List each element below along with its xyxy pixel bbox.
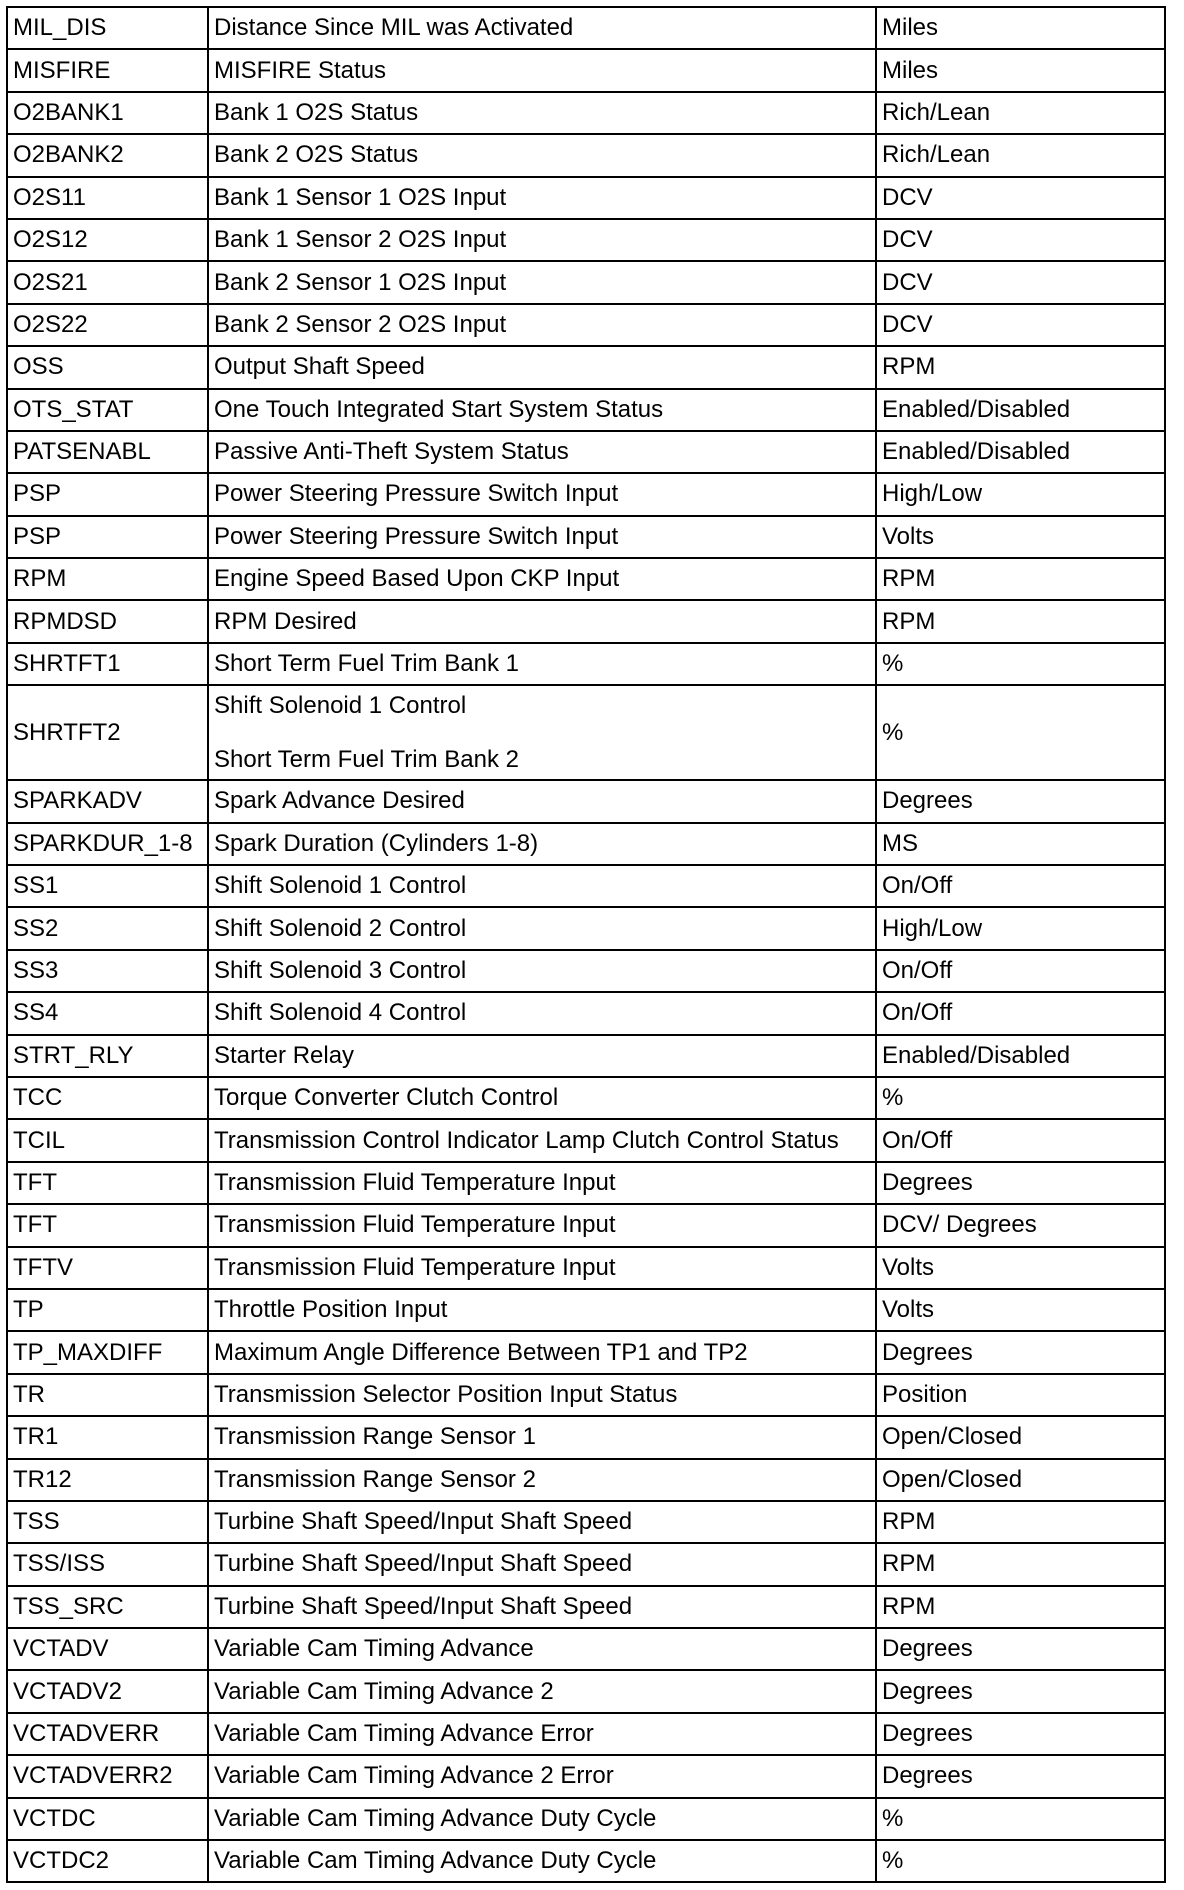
units-cell: Open/Closed xyxy=(876,1459,1165,1501)
units-cell: Degrees xyxy=(876,1755,1165,1797)
table-row xyxy=(7,1755,1165,1797)
units-cell: Volts xyxy=(876,516,1165,558)
pid-cell: O2S21 xyxy=(7,261,208,303)
description-cell xyxy=(208,134,876,176)
pid-cell: TSS xyxy=(7,1501,208,1543)
description-line: Shift Solenoid 1 Control xyxy=(214,872,467,900)
description-line: Turbine Shaft Speed/Input Shaft Speed xyxy=(214,1592,633,1620)
description-line: Throttle Position Input xyxy=(214,1296,448,1324)
pid-cell: SHRTFT2 xyxy=(7,685,208,780)
description-line: Power Steering Pressure Switch Input xyxy=(214,480,619,508)
description-cell xyxy=(208,1459,876,1501)
pid-cell: RPM xyxy=(7,558,208,600)
description-line: Bank 2 O2S Status xyxy=(214,141,419,169)
units-cell: High/Low xyxy=(876,907,1165,949)
description-cell xyxy=(208,907,876,949)
table-row xyxy=(7,643,1165,685)
units-cell: On/Off xyxy=(876,992,1165,1034)
description-cell xyxy=(208,1798,876,1840)
description-line: Starter Relay xyxy=(214,1041,355,1069)
table-row xyxy=(7,558,1165,600)
table-row xyxy=(7,992,1165,1034)
table-row xyxy=(7,1204,1165,1246)
table-row xyxy=(7,261,1165,303)
description-cell xyxy=(208,49,876,91)
units-cell: Position xyxy=(876,1374,1165,1416)
description-cell xyxy=(208,516,876,558)
description-line: Transmission Range Sensor 1 xyxy=(214,1423,536,1451)
pid-cell: TP_MAXDIFF xyxy=(7,1331,208,1373)
units-cell: On/Off xyxy=(876,950,1165,992)
description-cell xyxy=(208,1035,876,1077)
description-cell xyxy=(208,1077,876,1119)
pid-cell: SPARKDUR_1-8 xyxy=(7,823,208,865)
description-cell xyxy=(208,1331,876,1373)
units-cell: Degrees xyxy=(876,1331,1165,1373)
table-row xyxy=(7,1247,1165,1289)
table-row xyxy=(7,780,1165,822)
description-cell xyxy=(208,92,876,134)
pid-cell: SS4 xyxy=(7,992,208,1034)
table-row xyxy=(7,7,1165,49)
description-line: Passive Anti-Theft System Status xyxy=(214,438,569,466)
pid-cell: TFT xyxy=(7,1204,208,1246)
table-row xyxy=(7,600,1165,642)
pid-cell: VCTADV xyxy=(7,1628,208,1670)
pid-cell: OSS xyxy=(7,346,208,388)
description-cell xyxy=(208,1755,876,1797)
description-cell xyxy=(208,950,876,992)
description-line: Output Shaft Speed xyxy=(214,353,425,381)
description-cell xyxy=(208,1501,876,1543)
pid-cell: O2S11 xyxy=(7,177,208,219)
table-row xyxy=(7,1586,1165,1628)
description-cell xyxy=(208,865,876,907)
pid-cell: TFT xyxy=(7,1162,208,1204)
pid-cell: VCTADV2 xyxy=(7,1670,208,1712)
description-line: One Touch Integrated Start System Status xyxy=(214,395,664,423)
units-cell: On/Off xyxy=(876,1119,1165,1161)
table-row xyxy=(7,950,1165,992)
units-cell: % xyxy=(876,685,1165,780)
pid-cell: PSP xyxy=(7,516,208,558)
description-cell xyxy=(208,1204,876,1246)
table-row xyxy=(7,1670,1165,1712)
description-cell xyxy=(208,1374,876,1416)
description-cell xyxy=(208,780,876,822)
units-cell: DCV xyxy=(876,177,1165,219)
units-cell: % xyxy=(876,1798,1165,1840)
description-cell xyxy=(208,431,876,473)
table-row xyxy=(7,304,1165,346)
description-line: Variable Cam Timing Advance Duty Cycle xyxy=(214,1804,657,1832)
description-line: Shift Solenoid 1 Control xyxy=(214,691,467,719)
description-line: Shift Solenoid 2 Control xyxy=(214,914,467,942)
description-line: Variable Cam Timing Advance 2 Error xyxy=(214,1762,614,1790)
units-cell: Rich/Lean xyxy=(876,92,1165,134)
pid-cell: O2S12 xyxy=(7,219,208,261)
description-line: Transmission Fluid Temperature Input xyxy=(214,1168,616,1196)
description-cell xyxy=(208,1670,876,1712)
units-cell: RPM xyxy=(876,1501,1165,1543)
table-row xyxy=(7,1840,1165,1882)
units-cell: Open/Closed xyxy=(876,1416,1165,1458)
description-line: Transmission Control Indicator Lamp Clutch Control Status xyxy=(214,1126,839,1154)
description-cell xyxy=(208,1840,876,1882)
description-line: Power Steering Pressure Switch Input xyxy=(214,522,619,550)
description-cell xyxy=(208,992,876,1034)
table-row xyxy=(7,1713,1165,1755)
units-cell: On/Off xyxy=(876,865,1165,907)
description-cell xyxy=(208,643,876,685)
table-row xyxy=(7,907,1165,949)
units-cell: Enabled/Disabled xyxy=(876,431,1165,473)
table-row xyxy=(7,1416,1165,1458)
pid-cell: MIL_DIS xyxy=(7,7,208,49)
pid-cell: TSS/ISS xyxy=(7,1543,208,1585)
description-line: Variable Cam Timing Advance xyxy=(214,1635,534,1663)
pid-cell: RPMDSD xyxy=(7,600,208,642)
pid-cell: VCTDC2 xyxy=(7,1840,208,1882)
description-cell xyxy=(208,304,876,346)
description-cell xyxy=(208,558,876,600)
table-row xyxy=(7,219,1165,261)
pid-cell: STRT_RLY xyxy=(7,1035,208,1077)
table-row xyxy=(7,134,1165,176)
units-cell: Degrees xyxy=(876,1670,1165,1712)
description-cell xyxy=(208,389,876,431)
pid-cell: OTS_STAT xyxy=(7,389,208,431)
pid-cell: PATSENABL xyxy=(7,431,208,473)
description-cell xyxy=(208,1416,876,1458)
pid-cell: MISFIRE xyxy=(7,49,208,91)
pid-cell: TP xyxy=(7,1289,208,1331)
description-cell xyxy=(208,1543,876,1585)
units-cell: DCV xyxy=(876,304,1165,346)
pid-cell: SHRTFT1 xyxy=(7,643,208,685)
table-row xyxy=(7,1459,1165,1501)
description-line: Spark Duration (Cylinders 1-8) xyxy=(214,829,539,857)
table-row xyxy=(7,865,1165,907)
table-row xyxy=(7,346,1165,388)
pid-cell: TR xyxy=(7,1374,208,1416)
table-row xyxy=(7,1162,1165,1204)
pid-table-body xyxy=(7,7,1165,1882)
table-row xyxy=(7,389,1165,431)
description-line: Shift Solenoid 4 Control xyxy=(214,999,467,1027)
description-line: Variable Cam Timing Advance Duty Cycle xyxy=(214,1847,657,1875)
units-cell: RPM xyxy=(876,1543,1165,1585)
description-cell xyxy=(208,261,876,303)
pid-cell: VCTDC xyxy=(7,1798,208,1840)
pid-cell: SS3 xyxy=(7,950,208,992)
description-cell xyxy=(208,473,876,515)
description-line: Transmission Selector Position Input Status xyxy=(214,1380,678,1408)
units-cell: Enabled/Disabled xyxy=(876,1035,1165,1077)
table-row xyxy=(7,473,1165,515)
table-row xyxy=(7,177,1165,219)
description-cell xyxy=(208,823,876,865)
units-cell: DCV xyxy=(876,261,1165,303)
units-cell: Degrees xyxy=(876,1162,1165,1204)
pid-cell: O2BANK2 xyxy=(7,134,208,176)
units-cell: DCV/ Degrees xyxy=(876,1204,1165,1246)
pid-cell: SS1 xyxy=(7,865,208,907)
description-line: MISFIRE Status xyxy=(214,56,387,84)
table-row xyxy=(7,1628,1165,1670)
pid-cell: VCTADVERR xyxy=(7,1713,208,1755)
units-cell: Miles xyxy=(876,49,1165,91)
units-cell: Degrees xyxy=(876,1713,1165,1755)
description-line: Bank 2 Sensor 2 O2S Input xyxy=(214,310,507,338)
description-cell xyxy=(208,1586,876,1628)
description-cell xyxy=(208,1713,876,1755)
description-cell xyxy=(208,1162,876,1204)
pid-cell: TR12 xyxy=(7,1459,208,1501)
units-cell: RPM xyxy=(876,346,1165,388)
description-line: RPM Desired xyxy=(214,607,357,635)
table-row xyxy=(7,1289,1165,1331)
description-line: Bank 1 Sensor 2 O2S Input xyxy=(214,226,507,254)
table-row xyxy=(7,1543,1165,1585)
pid-table xyxy=(6,6,1166,1883)
units-cell: Miles xyxy=(876,7,1165,49)
description-line: Bank 1 Sensor 1 O2S Input xyxy=(214,183,507,211)
description-cell xyxy=(208,177,876,219)
description-cell xyxy=(208,346,876,388)
description-line: Bank 2 Sensor 1 O2S Input xyxy=(214,268,507,296)
description-line: Short Term Fuel Trim Bank 2 xyxy=(214,745,519,773)
description-cell xyxy=(208,1289,876,1331)
description-line: Bank 1 O2S Status xyxy=(214,98,419,126)
pid-cell: TSS_SRC xyxy=(7,1586,208,1628)
table-row xyxy=(7,516,1165,558)
description-line: Variable Cam Timing Advance 2 xyxy=(214,1677,554,1705)
units-cell: MS xyxy=(876,823,1165,865)
description-cell xyxy=(208,1119,876,1161)
description-line: Short Term Fuel Trim Bank 1 xyxy=(214,650,519,678)
pid-cell: TCC xyxy=(7,1077,208,1119)
table-row xyxy=(7,1331,1165,1373)
description-line: Variable Cam Timing Advance Error xyxy=(214,1720,594,1748)
table-row xyxy=(7,685,1165,780)
description-line: Engine Speed Based Upon CKP Input xyxy=(214,565,620,593)
units-cell: DCV xyxy=(876,219,1165,261)
pid-cell: O2BANK1 xyxy=(7,92,208,134)
description-cell xyxy=(208,219,876,261)
units-cell: Degrees xyxy=(876,780,1165,822)
description-line: Torque Converter Clutch Control xyxy=(214,1084,559,1112)
units-cell: RPM xyxy=(876,1586,1165,1628)
pid-cell: TFTV xyxy=(7,1247,208,1289)
pid-cell: PSP xyxy=(7,473,208,515)
pid-cell: TR1 xyxy=(7,1416,208,1458)
units-cell: Rich/Lean xyxy=(876,134,1165,176)
pid-cell: SPARKADV xyxy=(7,780,208,822)
table-row xyxy=(7,1374,1165,1416)
description-cell xyxy=(208,685,876,780)
pid-cell: SS2 xyxy=(7,907,208,949)
table-row xyxy=(7,1798,1165,1840)
table-row xyxy=(7,431,1165,473)
table-row xyxy=(7,1119,1165,1161)
description-line: Distance Since MIL was Activated xyxy=(214,14,574,42)
description-line: Spark Advance Desired xyxy=(214,787,465,815)
description-cell xyxy=(208,1247,876,1289)
units-cell: Enabled/Disabled xyxy=(876,389,1165,431)
units-cell: Degrees xyxy=(876,1628,1165,1670)
units-cell: % xyxy=(876,1077,1165,1119)
table-row xyxy=(7,823,1165,865)
description-line: Transmission Fluid Temperature Input xyxy=(214,1253,616,1281)
description-line: Turbine Shaft Speed/Input Shaft Speed xyxy=(214,1550,633,1578)
table-row xyxy=(7,1501,1165,1543)
pid-cell: TCIL xyxy=(7,1119,208,1161)
pid-cell: VCTADVERR2 xyxy=(7,1755,208,1797)
units-cell: High/Low xyxy=(876,473,1165,515)
description-line: Turbine Shaft Speed/Input Shaft Speed xyxy=(214,1508,633,1536)
units-cell: % xyxy=(876,643,1165,685)
description-cell xyxy=(208,600,876,642)
description-cell xyxy=(208,1628,876,1670)
description-line: Transmission Fluid Temperature Input xyxy=(214,1211,616,1239)
pid-cell: O2S22 xyxy=(7,304,208,346)
description-cell xyxy=(208,7,876,49)
units-cell: Volts xyxy=(876,1247,1165,1289)
table-row xyxy=(7,1077,1165,1119)
description-line: Transmission Range Sensor 2 xyxy=(214,1465,536,1493)
table-row xyxy=(7,92,1165,134)
table-row xyxy=(7,1035,1165,1077)
units-cell: RPM xyxy=(876,600,1165,642)
units-cell: % xyxy=(876,1840,1165,1882)
description-line: Maximum Angle Difference Between TP1 and TP2 xyxy=(214,1338,748,1366)
table-row xyxy=(7,49,1165,91)
units-cell: Volts xyxy=(876,1289,1165,1331)
description-line: Shift Solenoid 3 Control xyxy=(214,957,467,984)
units-cell: RPM xyxy=(876,558,1165,600)
